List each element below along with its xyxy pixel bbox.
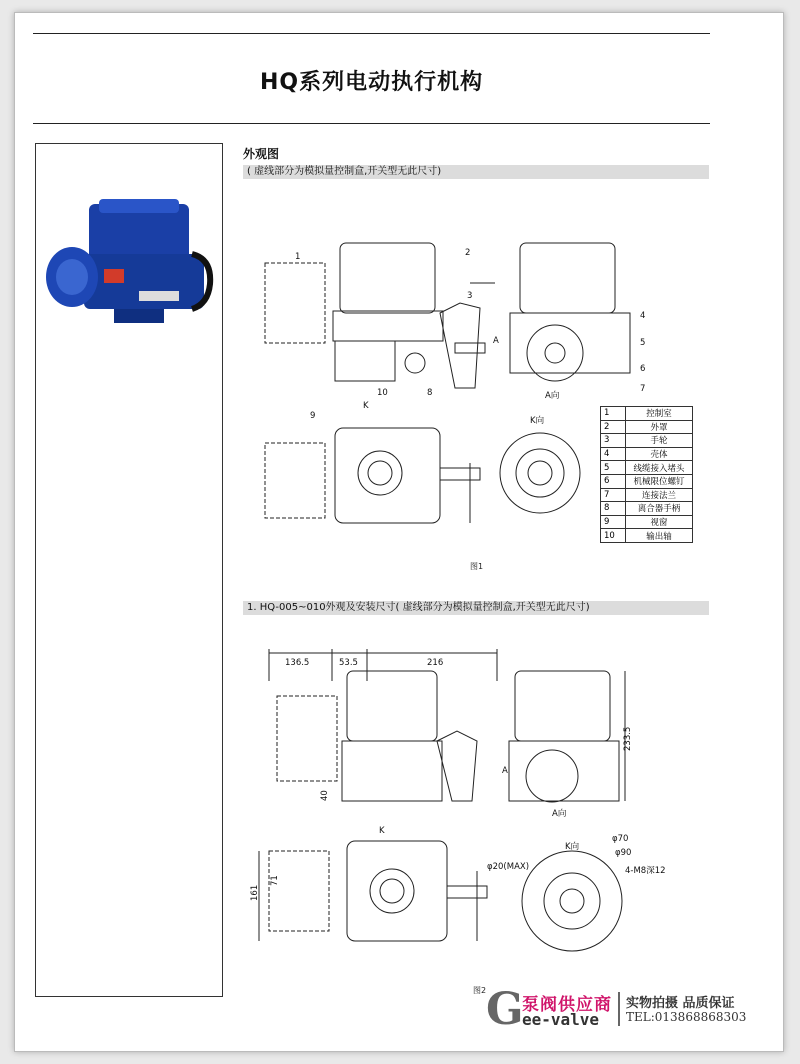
- legend-no: 9: [601, 515, 626, 529]
- dim-phi20: φ20(MAX): [487, 862, 530, 872]
- legend-no: 5: [601, 461, 626, 475]
- control-box-outline: [265, 263, 325, 343]
- legend-no: 1: [601, 407, 626, 421]
- actuator-photo: [44, 199, 214, 329]
- figure2-label: 图2: [473, 986, 487, 995]
- dim-4-m8: 4-M8深12: [625, 866, 666, 876]
- parts-legend-table: [600, 406, 693, 543]
- legend-part-name: 机械限位螺钉: [626, 474, 693, 488]
- dim-40: 40: [320, 790, 330, 801]
- section1-heading: 外观图: [243, 147, 280, 161]
- legend-row: [601, 529, 693, 543]
- dim-216: 216: [427, 658, 444, 668]
- section1-note: ( 虚线部分为模拟量控制盒,开关型无此尺寸): [243, 165, 709, 179]
- dim-phi70: φ70: [612, 834, 629, 844]
- legend-part-name: 控制室: [626, 407, 693, 421]
- dim-53-5: 53.5: [339, 658, 358, 668]
- view-a-label: A: [493, 336, 499, 346]
- legend-no: 2: [601, 420, 626, 434]
- legend-part-name: 视窗: [626, 515, 693, 529]
- dim-phi90: φ90: [615, 848, 632, 858]
- fig2-view-a-dir: A向: [552, 809, 567, 819]
- callout-5: 5: [640, 338, 646, 348]
- callout-1: 1: [295, 252, 301, 262]
- callout-6: 6: [640, 364, 646, 374]
- watermark-slogan: 实物拍摄 品质保证: [626, 996, 735, 1011]
- watermark-name-en: ee-valve: [522, 1010, 600, 1029]
- callout-8: 8: [427, 388, 433, 398]
- legend-row: [601, 474, 693, 488]
- figure1-label: 图1: [470, 562, 484, 571]
- legend-row: [601, 488, 693, 502]
- page-title: HQ系列电动执行机构: [260, 70, 484, 95]
- legend-no: 6: [601, 474, 626, 488]
- view-a-dir: A向: [545, 391, 560, 401]
- legend-no: 8: [601, 502, 626, 516]
- legend-row: [601, 407, 693, 421]
- watermark: [486, 984, 776, 1035]
- dim-161: 161: [250, 884, 260, 901]
- callout-2: 2: [465, 248, 471, 258]
- figure2-drawing: [247, 641, 717, 981]
- watermark-logo-letter: G: [486, 984, 524, 1035]
- watermark-name-cn: 泵阀供应商: [522, 995, 612, 1015]
- legend-no: 4: [601, 447, 626, 461]
- legend-part-name: 离合器手柄: [626, 502, 693, 516]
- title-rule: [33, 123, 710, 124]
- legend-row: [601, 434, 693, 448]
- watermark-divider: [618, 992, 620, 1026]
- callout-10: 10: [377, 388, 388, 398]
- dim-71: 71: [270, 875, 280, 886]
- fig2-view-k: K: [379, 826, 385, 836]
- watermark-tel: TEL:013868868303: [626, 1010, 747, 1024]
- legend-row: [601, 461, 693, 475]
- document-page: [14, 12, 784, 1052]
- legend-part-name: 线缆接入堵头: [626, 461, 693, 475]
- view-k-dir: K向: [530, 416, 545, 426]
- callout-9: 9: [310, 411, 316, 421]
- callout-4: 4: [640, 311, 646, 321]
- legend-row: [601, 420, 693, 434]
- dim-136-5: 136.5: [285, 658, 310, 668]
- legend-row: [601, 447, 693, 461]
- legend-part-name: 手轮: [626, 434, 693, 448]
- legend-row: [601, 515, 693, 529]
- legend-no: 10: [601, 529, 626, 543]
- fig2-view-a: A: [502, 766, 508, 776]
- legend-part-name: 连接法兰: [626, 488, 693, 502]
- legend-part-name: 壳体: [626, 447, 693, 461]
- view-k-label: K: [363, 401, 369, 411]
- product-photo-panel: [35, 143, 223, 997]
- legend-part-name: 输出轴: [626, 529, 693, 543]
- dim-233-5: 233.5: [623, 726, 633, 751]
- legend-part-name: 外罩: [626, 420, 693, 434]
- callout-3: 3: [467, 291, 473, 301]
- section2-heading: 1. HQ-005~010外观及安装尺寸( 虚线部分为模拟量控制盒,开关型无此尺寸): [243, 601, 709, 615]
- callout-7: 7: [640, 384, 646, 394]
- legend-no: 3: [601, 434, 626, 448]
- top-rule: [33, 33, 710, 34]
- legend-no: 7: [601, 488, 626, 502]
- legend-row: [601, 502, 693, 516]
- fig2-view-k-dir: K向: [565, 842, 580, 852]
